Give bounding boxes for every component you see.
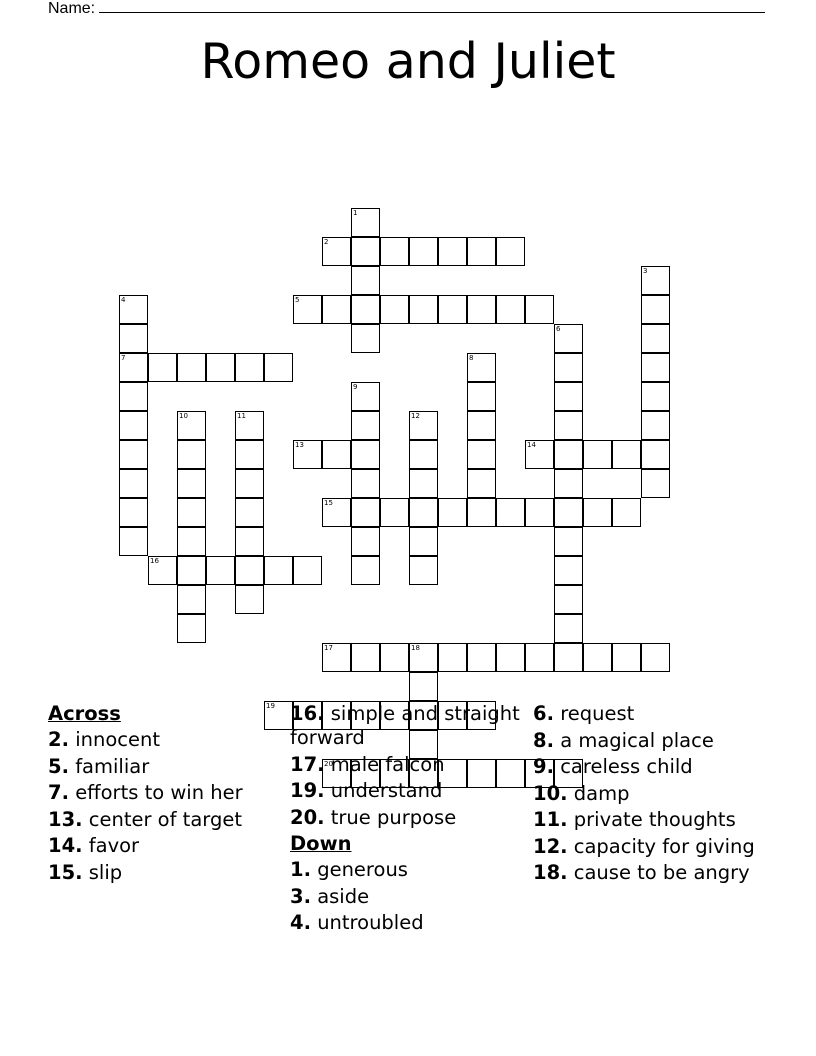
clue-number: 2 [324,238,329,246]
grid-cell[interactable] [554,498,583,527]
grid-cell[interactable] [583,440,612,469]
grid-cell[interactable] [235,411,264,440]
across-clue-list [48,728,278,885]
clue-item [533,729,783,753]
clue-item [48,861,278,885]
grid-cell[interactable] [235,440,264,469]
grid-cell[interactable] [554,382,583,411]
grid-cell[interactable] [612,643,641,672]
grid-cell[interactable] [438,237,467,266]
grid-cell[interactable] [583,498,612,527]
clue-item [290,858,525,882]
clue-number: 16. [290,702,325,725]
grid-cell[interactable] [409,469,438,498]
grid-cell[interactable] [177,527,206,556]
clue-number: 12. [533,834,568,858]
grid-cell[interactable] [177,440,206,469]
grid-cell[interactable] [496,643,525,672]
grid-cell[interactable] [641,295,670,324]
grid-cell[interactable] [612,440,641,469]
grid-cell[interactable] [293,440,322,469]
grid-cell[interactable] [409,411,438,440]
grid-cell[interactable] [554,614,583,643]
page-title: Romeo and Juliet [200,33,616,90]
clue-number: 15 [324,499,333,507]
clue-item [48,728,278,752]
grid-cell[interactable] [322,295,351,324]
grid-cell[interactable] [554,556,583,585]
grid-cell[interactable] [525,440,554,469]
clue-number: 13 [295,441,304,449]
clue-text: center of target [88,807,242,831]
clue-text: generous [317,858,408,881]
grid-cell[interactable] [177,411,206,440]
clue-number: 12 [411,412,420,420]
grid-cell[interactable] [554,585,583,614]
clue-item [290,779,525,803]
grid-cell[interactable] [467,382,496,411]
grid-cell[interactable] [351,498,380,527]
clue-item [533,835,783,859]
clue-item [533,782,783,806]
clue-text: favor [88,834,140,857]
clue-text: private thoughts [573,808,736,831]
clue-number: 3 [643,267,648,275]
grid-cell[interactable] [322,237,351,266]
clue-number: 8. [533,728,554,752]
grid-cell[interactable] [235,585,264,614]
clue-item [290,702,525,750]
clue-item [290,911,525,935]
grid-cell[interactable] [235,353,264,382]
clue-text: request [560,702,635,725]
clue-text: damp [573,781,630,805]
grid-cell[interactable] [467,440,496,469]
clue-item [290,885,525,909]
grid-cell[interactable] [235,498,264,527]
grid-cell[interactable] [409,556,438,585]
grid-cell[interactable] [235,469,264,498]
clue-item [533,861,783,885]
down-clue-list [290,858,525,935]
grid-cell[interactable] [351,324,380,353]
grid-cell[interactable] [525,295,554,324]
clue-text: understand [330,779,443,802]
clue-item [48,808,278,832]
clue-number: 2. [48,728,69,751]
clue-number: 9 [353,383,358,391]
grid-cell[interactable] [380,643,409,672]
across-clue-list-continued [290,702,525,830]
grid-cell[interactable] [322,643,351,672]
grid-cell[interactable] [351,208,380,237]
clue-number: 13. [48,807,83,831]
grid-cell[interactable] [641,266,670,295]
grid-cell[interactable] [583,643,612,672]
clue-number: 1 [353,209,358,217]
grid-cell[interactable] [496,237,525,266]
grid-cell[interactable] [409,237,438,266]
grid-cell[interactable] [119,527,148,556]
grid-cell[interactable] [119,440,148,469]
grid-cell[interactable] [293,556,322,585]
grid-cell[interactable] [467,295,496,324]
clue-column-2 [290,702,525,938]
grid-cell[interactable] [235,527,264,556]
clue-text: true purpose [330,805,457,829]
grid-cell[interactable] [351,295,380,324]
grid-cell[interactable] [206,556,235,585]
clue-number: 20. [290,805,325,829]
grid-cell[interactable] [409,295,438,324]
clue-number: 5. [48,754,69,778]
grid-cell[interactable] [612,498,641,527]
grid-cell[interactable] [467,353,496,382]
clue-number: 9. [533,755,554,778]
grid-cell[interactable] [293,295,322,324]
clue-column-3 [533,702,783,888]
clue-column-1 [48,702,278,887]
clue-text: familiar [75,754,150,778]
grid-cell[interactable] [641,324,670,353]
grid-cell[interactable] [554,324,583,353]
grid-cell[interactable] [177,585,206,614]
grid-cell[interactable] [554,469,583,498]
grid-cell[interactable] [409,440,438,469]
grid-cell[interactable] [264,353,293,382]
clue-number: 10. [533,781,568,805]
clue-text: careless child [560,755,693,778]
grid-cell[interactable] [641,469,670,498]
grid-cell[interactable] [148,556,177,585]
grid-cell[interactable] [525,643,554,672]
clue-text: simple and straight forward [290,702,520,749]
clue-item [533,755,783,779]
grid-cell[interactable] [177,353,206,382]
grid-cell[interactable] [467,469,496,498]
clue-number: 19 [266,702,275,710]
clue-item [533,702,783,726]
grid-cell[interactable] [351,266,380,295]
grid-cell[interactable] [119,353,148,382]
clue-item [290,753,525,777]
grid-cell[interactable] [409,527,438,556]
grid-cell[interactable] [206,353,235,382]
grid-cell[interactable] [119,469,148,498]
clue-number: 18. [533,861,568,884]
clue-text: untroubled [317,911,424,934]
grid-cell[interactable] [496,295,525,324]
grid-cell[interactable] [380,237,409,266]
clue-text: innocent [75,728,160,751]
clue-number: 6 [556,325,561,333]
clue-number: 18 [411,644,420,652]
grid-cell[interactable] [641,353,670,382]
clue-item [290,806,525,830]
grid-cell[interactable] [119,382,148,411]
clue-text: aside [317,884,370,908]
grid-cell[interactable] [641,411,670,440]
grid-cell[interactable] [235,556,264,585]
grid-cell[interactable] [119,498,148,527]
clue-number: 10 [179,412,188,420]
grid-cell[interactable] [554,643,583,672]
clue-number: 5 [295,296,300,304]
grid-cell[interactable] [119,295,148,324]
clue-item [533,808,783,832]
clue-number: 8 [469,354,474,362]
clue-number: 17 [324,644,333,652]
clue-text: efforts to win her [75,781,243,804]
grid-cell[interactable] [409,672,438,701]
grid-cell[interactable] [322,440,351,469]
grid-cell[interactable] [641,440,670,469]
grid-cell[interactable] [554,353,583,382]
clue-number: 15. [48,860,83,884]
grid-cell[interactable] [438,643,467,672]
grid-cell[interactable] [351,440,380,469]
down-clue-list-continued [533,702,783,885]
clue-item [48,781,278,805]
grid-cell[interactable] [177,556,206,585]
clue-number: 14. [48,834,83,857]
clue-number: 7 [121,354,126,362]
grid-cell[interactable] [380,498,409,527]
grid-cell[interactable] [409,498,438,527]
clue-number: 6. [533,702,554,725]
clue-number: 1. [290,858,311,881]
grid-cell[interactable] [351,469,380,498]
grid-cell[interactable] [467,498,496,527]
grid-cell[interactable] [148,353,177,382]
grid-cell[interactable] [467,643,496,672]
grid-cell[interactable] [177,614,206,643]
clue-number: 16 [150,557,159,565]
grid-cell[interactable] [264,556,293,585]
grid-cell[interactable] [322,498,351,527]
grid-cell[interactable] [351,237,380,266]
grid-cell[interactable] [351,382,380,411]
clue-item [48,834,278,858]
grid-cell[interactable] [177,469,206,498]
clue-text: capacity for giving [573,834,755,858]
clue-number: 11 [237,412,246,420]
clue-number: 3. [290,884,311,908]
down-heading: Down [290,832,352,855]
clue-item [48,755,278,779]
clue-number: 20 [324,760,333,768]
grid-cell[interactable] [119,411,148,440]
grid-cell[interactable] [641,382,670,411]
grid-cell[interactable] [554,527,583,556]
clue-text: slip [88,860,123,884]
clue-text: male falcon [330,752,445,776]
clue-number: 4. [290,911,311,934]
grid-cell[interactable] [554,440,583,469]
clue-number: 7. [48,781,69,804]
grid-cell[interactable] [554,411,583,440]
grid-cell[interactable] [467,237,496,266]
grid-cell[interactable] [641,643,670,672]
name-label: Name: [48,0,96,17]
clue-text: cause to be angry [573,861,750,884]
grid-cell[interactable] [380,295,409,324]
grid-cell[interactable] [409,643,438,672]
clue-text: a magical place [560,728,714,752]
grid-cell[interactable] [351,643,380,672]
grid-cell[interactable] [351,527,380,556]
grid-cell[interactable] [496,498,525,527]
grid-cell[interactable] [351,411,380,440]
grid-cell[interactable] [119,324,148,353]
clue-number: 19. [290,779,325,802]
grid-cell[interactable] [438,295,467,324]
across-heading: Across [48,702,121,725]
grid-cell[interactable] [467,411,496,440]
clue-number: 4 [121,296,126,304]
clue-number: 17. [290,752,325,776]
clue-number: 11. [533,808,568,831]
grid-cell[interactable] [438,498,467,527]
grid-cell[interactable] [525,498,554,527]
grid-cell[interactable] [351,556,380,585]
grid-cell[interactable] [177,498,206,527]
clue-number: 14 [527,441,536,449]
